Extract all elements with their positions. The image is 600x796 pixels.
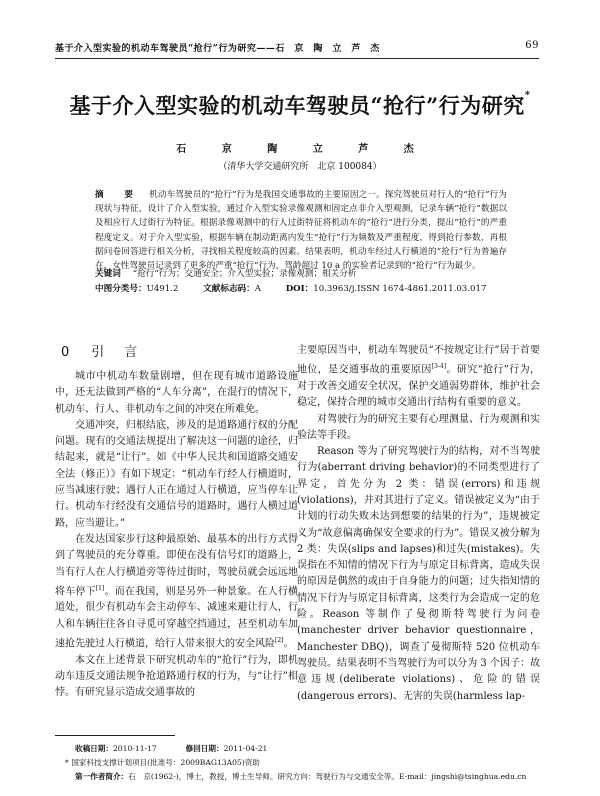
footnotes — [55, 742, 555, 784]
title-footnote-mark: * — [524, 90, 531, 101]
left-column — [55, 345, 298, 702]
author-list: 石 京 陶 立 芦 杰 — [176, 144, 424, 155]
affiliation: （清华大学交通研究所 北京 100084） — [218, 162, 382, 172]
running-header-title: 基于介入型实验的机动车驾驶员“抢行”行为研究——石 京 陶 立 芦 杰 — [55, 44, 380, 54]
citation: [2] — [275, 637, 284, 645]
paragraph-text: 。研究“抢行”行为，对于改善交通安全状况，保护交通弱势群体，维护社会稳定，保持合理的城市交通出行结构有重要的意义。 — [297, 364, 540, 409]
footnote-dates — [55, 742, 555, 756]
keywords-label: 关键词 — [95, 269, 121, 279]
body-paragraph: 对驾驶行为的研究主要有心理测量、行为观测和实验法等手段。 — [297, 413, 540, 441]
author-bio-label: 第一作者简介： — [75, 772, 129, 781]
header-rule — [55, 58, 539, 59]
running-header — [55, 41, 539, 55]
revised-date: 2011-04-21 — [223, 744, 268, 753]
doi-label: DOI： — [285, 284, 314, 294]
keywords — [95, 267, 507, 281]
doc-code-value: A — [254, 284, 261, 294]
classification-info — [95, 282, 515, 296]
doc-code-label: 文献标志码： — [203, 284, 255, 294]
citation: [1] — [95, 584, 105, 592]
revised-label: 修回日期： — [185, 744, 224, 753]
section-heading-introduction — [61, 345, 298, 363]
keywords-text: “抢行”行为；交通安全；介入型实验；录像观测；相关分析 — [132, 269, 357, 279]
received-date: 2010-11-17 — [112, 744, 157, 753]
clc-value: U491.2 — [146, 284, 179, 294]
page-number: 69 — [525, 40, 539, 51]
body-paragraph: Reason 等为了研究驾驶行为的结构，对不当驾驶行为(aberrant driving behavior)的不同类型进行了界定，首先分为 2 类：错误(errors)和违规(violations)，并对其进行了定义。错误被定义为“由于计划的行动失败未达到想要的结果的行为”，违规被定义为“故意偏离确保安全要求的行为”。错误又被分解为 2 类：失误(slips and lapses)和过失(mistakes)。失误指在不知情的情况下行为与原定目标背离，造成失误的原因是偶然的或由于自身能力的问题；过失指知情的情况下行为与原定目标背离，这类行为会造成一定的危险。Reason 等制作了曼彻斯特驾驶行为问卷(manchester driver behavior questionnaire，Manchester DBQ)，调查了曼彻斯特 520 位机动车驾驶员。结果表明不当驾驶行为可以分为 3 个因子：故意违规(deliberate violations)、危险的错误(dangerous errors)、无害的失误(harmless lap- — [297, 446, 540, 702]
body-paragraph — [297, 343, 540, 412]
author-bio-text: 石 京(1962-)，博士，教授，博士生导师。研究方向：驾驶行为与交通安全等。E-mail：jingshi@tsinghua.edu.cn — [128, 772, 527, 781]
abstract-text: 机动车驾驶员的“抢行”行为是我国交通事故的主要原因之一。探究驾驶员对行人的“抢行”行为现状与特征，设计了介入型实验，通过介入型实验录像观测和固定点非介入型观测，记录车辆“抢行”数据以及相应行人过街行为特征。根据录像观测中的行人过街特征将机动车的“抢行”进行分类，提出“抢行”的严重程度定义。对于介入型实验，根据车辆在制动距离内发生“抢行”行为频数及严重程度，得到抢行参数，再根据问卷回答进行相关分析，寻找相关程度较高的因素。结果表明，机动车经过人行横道的“抢行”行为普遍存在，女性驾驶员记录到了更多的严重“抢行”行为，驾龄超过 10 a 的实验者记录到的“抢行”行为最少。 — [95, 190, 507, 272]
abstract-label: 摘 要 — [95, 190, 140, 200]
doi-value: 10.3963/j.ISSN 1674-4861.2011.03.017 — [313, 284, 487, 294]
received-label: 收稿日期： — [75, 744, 113, 753]
clc-label: 中图分类号： — [95, 284, 147, 294]
abstract — [95, 188, 507, 273]
footnote-funding: * 国家科技支撑计划项目(批准号：2009BAG13A05)资助 — [65, 758, 260, 767]
footnote-author — [55, 770, 555, 784]
paragraph-text: 。而在我国，则是另外一种景象。在人行横道处，很少有机动车会主动停车、减速来避让行人，行人和车辆往往各自寻觅可穿越空挡通过，甚至机动车加速抢先驶过人行横道，给行人带来很大的安全风险 — [55, 586, 299, 650]
paper-title-text: 基于介入型实验的机动车驾驶员“抢行”行为研究 — [69, 93, 525, 118]
right-column — [297, 343, 540, 705]
section-title: 引言 — [91, 345, 158, 360]
paragraph-text: 在发达国家步行这种最原始、最基本的出行方式得到了驾驶员的充分尊重。即使在没有信号灯的道路上，当有行人在人行横道旁等待过街时，驾驶员就会远远地将车停下 — [55, 533, 298, 598]
body-paragraph: 交通冲突，归根结底，涉及的是道路通行权的分配问题。现有的交通法规提出了解决这一问题的途径，归结起来，就是“让行”。如《中华人民共和国道路交通安全法（修正）》有如下规定：“机动车行经人行横道时，应当减速行驶；遇行人正在通过人行横道，应当停车让行。机动车行经没有交通信号的道路时，遇行人横过道路，应当避让。” — [55, 419, 298, 529]
citation: [3-4] — [431, 363, 447, 371]
footnote-rule — [55, 735, 175, 736]
section-number: 0 — [61, 345, 70, 360]
paper-title — [0, 90, 600, 120]
paragraph-text: 主要原因当中，机动车驾驶员“不按规定让行”居于首要地位，是交通事故的重要原因 — [297, 345, 540, 376]
paragraph-text: 。 — [283, 638, 294, 650]
body-paragraph: 城市中机动车数量剧增，但在现有城市道路设施中，还无法做到严格的“人车分离”，在混行的情况下，机动车、行人、非机动车之间的冲突在所难免。 — [55, 371, 298, 415]
body-paragraph: 本文在上述背景下研究机动车的“抢行”行为，即机动车违反交通法规争抢道路通行权的行为，与“让行”相悖。有研究显示造成交通事故的 — [55, 654, 298, 699]
body-paragraph — [55, 532, 298, 653]
